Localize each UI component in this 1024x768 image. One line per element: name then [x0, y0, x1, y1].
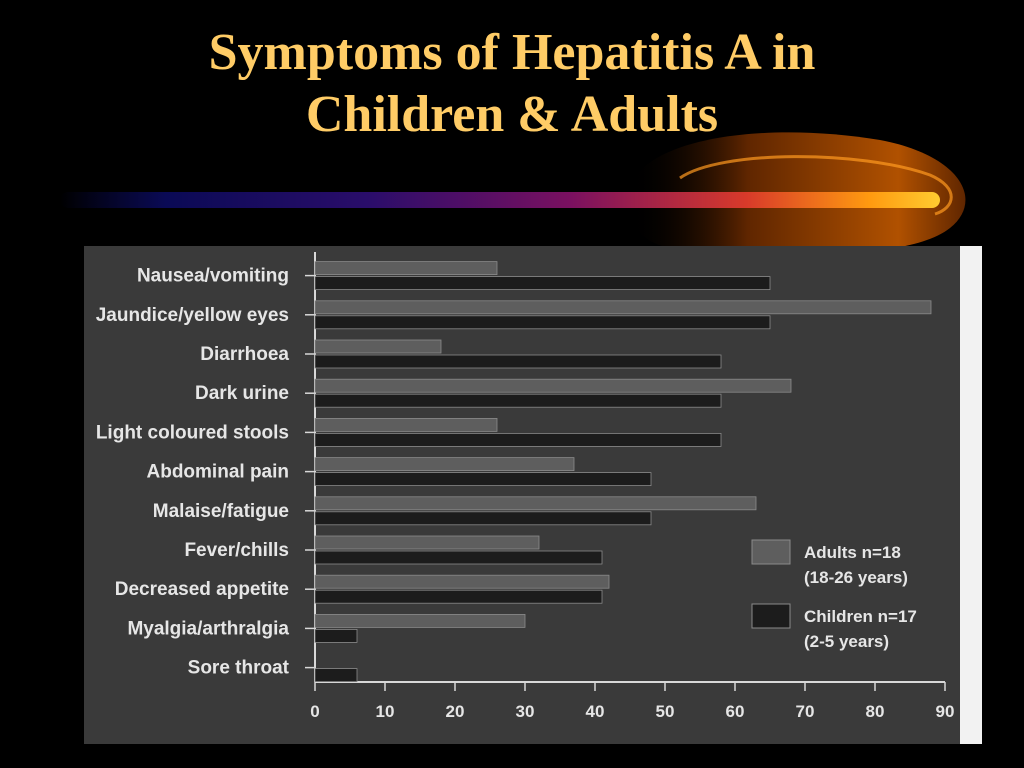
legend-sub-children: (2-5 years) — [804, 632, 890, 651]
adult-bar — [315, 536, 539, 549]
x-tick-label: 60 — [725, 702, 745, 721]
child-bar — [315, 590, 602, 603]
category-label: Myalgia/arthralgia — [127, 618, 289, 640]
child-bar — [315, 394, 721, 407]
adult-bar — [315, 575, 609, 588]
child-bar — [315, 316, 770, 329]
legend-sub-adults: (18-26 years) — [804, 568, 908, 587]
child-bar — [315, 473, 651, 486]
child-bar — [315, 669, 357, 682]
x-tick-label: 0 — [310, 702, 320, 721]
category-label: Malaise/fatigue — [152, 500, 289, 522]
x-tick-label: 70 — [795, 702, 815, 721]
child-bar — [315, 512, 651, 525]
category-label: Diarrhoea — [200, 344, 289, 365]
child-bar — [315, 355, 721, 368]
panel-right-margin — [960, 246, 982, 744]
child-bar — [315, 551, 602, 564]
legend-swatch-adults — [752, 540, 790, 564]
symptoms-bar-chart — [84, 246, 982, 744]
legend-label-children: Children n=17 — [804, 607, 917, 626]
category-label: Decreased appetite — [114, 579, 289, 601]
category-label: Fever/chills — [184, 540, 289, 561]
slide-title-line-2: Children & Adults — [305, 86, 719, 143]
legend-swatch-children — [752, 604, 790, 628]
x-tick-label: 40 — [585, 702, 605, 721]
slide-title — [0, 22, 1024, 146]
x-tick-label: 90 — [935, 702, 955, 721]
slide-title-line-1: Symptoms of Hepatitis A in — [208, 24, 816, 81]
adult-bar — [315, 497, 756, 510]
child-bar — [315, 433, 721, 446]
adult-bar — [315, 301, 931, 314]
x-tick-label: 80 — [865, 702, 885, 721]
category-label: Jaundice/yellow eyes — [95, 304, 289, 326]
category-label: Dark urine — [195, 383, 289, 405]
adult-bar — [315, 418, 497, 431]
chart-panel — [84, 246, 982, 744]
category-label: Abdominal pain — [146, 461, 289, 483]
x-tick-label: 50 — [655, 702, 675, 721]
child-bar — [315, 277, 770, 290]
adult-bar — [315, 458, 574, 471]
adult-bar — [315, 379, 791, 392]
x-tick-label: 10 — [375, 702, 395, 721]
adult-bar — [315, 340, 441, 353]
child-bar — [315, 629, 357, 642]
category-label: Light coloured stools — [95, 422, 289, 444]
legend-label-adults: Adults n=18 — [804, 543, 901, 562]
adult-bar — [315, 262, 497, 275]
adult-bar — [315, 614, 525, 627]
x-tick-label: 20 — [445, 702, 465, 721]
x-tick-label: 30 — [515, 702, 535, 721]
category-label: Nausea/vomiting — [136, 265, 289, 287]
category-label: Sore throat — [187, 657, 289, 679]
